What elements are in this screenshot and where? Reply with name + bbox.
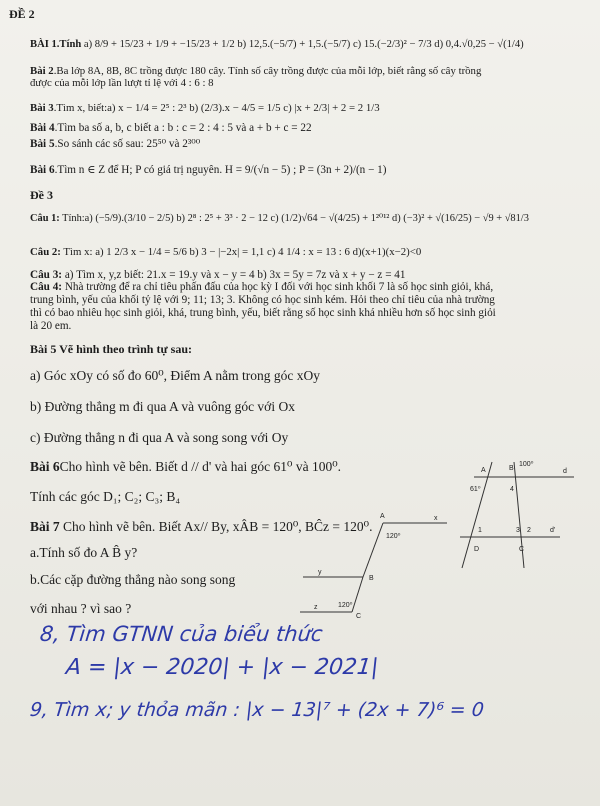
handwritten-expression-a: A = |x − 2020| + |x − 2021| xyxy=(64,655,380,680)
bai-4-text: .Tìm ba số a, b, c biết a : b : c = 2 : 4 : 5 và a + b + c = 22 xyxy=(54,122,312,134)
bai-3-expression: .Tìm x, biết:a) x − 1/4 = 2⁵ : 2³ b) (2/3).x − 4/5 = 1/5 c) |x + 2/3| + 2 = 2 1/3 xyxy=(53,102,380,114)
fig7-label-x: x xyxy=(434,515,438,522)
handwritten-problem-8: 8, Tìm GTNN của biểu thức xyxy=(38,622,324,646)
bai-2-label: Bài 2 xyxy=(30,65,54,77)
cau-1-label: Câu 1: xyxy=(30,213,60,224)
bai-1-label: BÀI 1.Tính xyxy=(30,39,82,50)
fig6-label-61: 61⁰ xyxy=(470,486,481,493)
fig6-label-4: 4 xyxy=(510,486,514,493)
bai-7-part-b-1: b.Các cặp đường thẳng nào song song xyxy=(30,572,236,587)
cau-3-label: Câu 3: xyxy=(30,269,63,281)
cau-4-line-4: là 20 em. xyxy=(30,320,72,332)
bai-5-item-c: c) Đường thẳng n đi qua A và song song với Oy xyxy=(30,430,289,445)
fig6-label-3: 3 xyxy=(516,527,520,534)
fig7-label-z: z xyxy=(314,604,318,611)
cau-4-text-1: Nhà trường để ra chỉ tiêu phấn đấu của học kỳ I đối với học sinh khối 7 là số học sinh giỏi, khá, xyxy=(64,281,494,293)
cau-1-expression: Tính:a) (−5/9).(3/10 − 2/5) b) 2⁸ : 2⁵ + 3³ · 2 − 12 c) (1/2)√64 − √(4/25) + 1²⁰¹² d) (−3)² + √(16/25) − √9 + √81/3 xyxy=(62,213,529,224)
fig6-label-b: B xyxy=(509,465,514,472)
bai-2-line-2: được của mỗi lớp lần lượt tỉ lệ với 4 : 6 : 8 xyxy=(30,77,214,89)
fig7-label-c: C xyxy=(356,613,362,620)
bai-7-part-a: a.Tính số đo A B̂ y? xyxy=(30,545,138,560)
bai-6-text: .Tìm n ∈ Z để H; P có giá trị nguyên. H = 9/(√n − 5) ; P = (3n + 2)/(n − 1) xyxy=(54,164,387,176)
fig7-label-120-top: 120⁰ xyxy=(386,533,401,540)
bai-5-title: Bài 5 Vẽ hình theo trình tự sau: xyxy=(30,342,193,356)
bai-3-label: Bài 3 xyxy=(30,102,54,114)
heading-de-2: ĐỀ 2 xyxy=(9,7,35,21)
heading-de-3: Đề 3 xyxy=(30,188,53,202)
bai-6-de3-text: Cho hình vẽ bên. Biết d // d' và hai góc 61⁰ và 100⁰. xyxy=(59,459,341,474)
bai-7-label: Bài 7 xyxy=(30,519,60,534)
fig7-label-120-bottom: 120⁰ xyxy=(338,602,353,609)
bai-4-label: Bài 4 xyxy=(30,122,55,134)
bai-5-item-a: a) Góc xOy có số đo 60⁰, Điểm A nằm trong góc xOy xyxy=(30,368,320,383)
cau-4-line-2: trung bình, yếu của khối tỷ lệ với 9; 11; 13; 3. Không có học sinh kém. Hỏi theo chỉ tiêu của nhà trường xyxy=(30,294,495,306)
segment-ab xyxy=(363,523,383,577)
fig6-label-1: 1 xyxy=(478,527,482,534)
fig7-label-a: A xyxy=(380,513,385,520)
fig7-label-y: y xyxy=(318,569,322,576)
fig6-label-d-prime: d' xyxy=(550,527,556,534)
cau-2-label: Câu 2: xyxy=(30,246,61,258)
cau-3-text: a) Tìm x, y,z biết: 21.x = 19.y và x − y = 4 b) 3x = 5y = 7z và x + y − z = 41 xyxy=(64,269,406,281)
fig6-label-d-point: D xyxy=(474,546,480,553)
bai-5-item-b: b) Đường thẳng m đi qua A và vuông góc với Ox xyxy=(30,399,295,414)
cau-4-label: Câu 4: xyxy=(30,281,63,293)
bai-5-label: Bài 5 xyxy=(30,138,55,150)
bai-7-text: Cho hình vẽ bên. Biết Ax// By, xÂB = 120⁰, BĈz = 120⁰. xyxy=(63,519,373,534)
segment-bc xyxy=(352,577,363,612)
cau-4-line-3: thì có bao nhiêu học sinh giỏi, khá, trung bình, yếu, biết rằng số học sinh khá nhiều hơn số học sinh giỏi xyxy=(30,307,496,319)
bai-2-text-1: .Ba lớp 8A, 8B, 8C trồng được 180 cây. Tính số cây trồng được của mỗi lớp, biết rằng số cây trồng xyxy=(53,65,482,77)
fig6-label-2: 2 xyxy=(527,527,531,534)
fig6-label-100: 100⁰ xyxy=(519,461,534,468)
fig6-label-a: A xyxy=(481,467,486,474)
bai-6-de3-label: Bài 6 xyxy=(30,459,60,474)
handwritten-problem-9: 9, Tìm x; y thỏa mãn : |x − 13|⁷ + (2x + 7)⁶ = 0 xyxy=(28,699,485,721)
fig6-label-c: C xyxy=(519,546,525,553)
bai-6-de3-task: Tính các góc D₁; C₂; C₃; B₄ xyxy=(30,489,181,504)
fig7-label-b: B xyxy=(369,575,374,582)
bai-5-text: .So sánh các số sau: 25⁵⁰ và 2³⁰⁰ xyxy=(54,138,201,150)
bai-6-label: Bài 6 xyxy=(30,164,55,176)
bai-1-expression: a) 8/9 + 15/23 + 1/9 + −15/23 + 1/2 b) 12,5.(−5/7) + 1,5.(−5/7) c) 15.(−2/3)² − 7/3 d) 0,4.√0,25 − √(1/4) xyxy=(83,39,524,50)
fig6-label-d: d xyxy=(563,468,567,475)
cau-2-expression: Tìm x: a) 1 2/3 x − 1/4 = 5/6 b) 3 − |−2x| = 1,1 c) 4 1/4 : x = 13 : 6 d)(x+1)(x−2)<0 xyxy=(63,246,422,258)
bai-7-part-b-2: với nhau ? vì sao ? xyxy=(30,601,132,616)
